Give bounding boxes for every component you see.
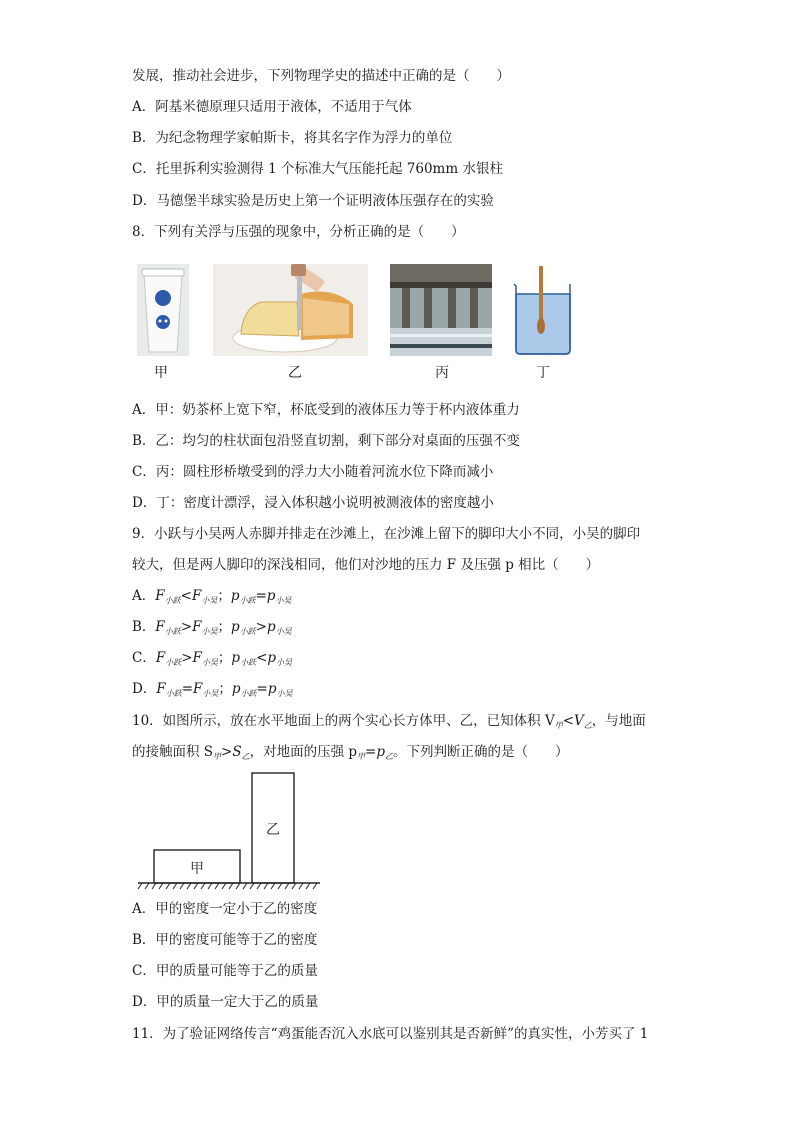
q10-stem-text: ，对地面的压强 p bbox=[249, 744, 358, 760]
caption-bing: 丙 bbox=[435, 365, 449, 381]
separator: ； bbox=[217, 619, 231, 635]
subscript: 乙 bbox=[385, 752, 394, 761]
comparison-operator: > bbox=[255, 619, 267, 635]
bridge-pier-image bbox=[390, 264, 492, 356]
comparison-operator: < bbox=[256, 650, 268, 666]
subscript: 甲 bbox=[357, 752, 366, 761]
area-comparison: >S bbox=[221, 744, 242, 760]
pressure-symbol: p bbox=[267, 650, 277, 666]
subscript: 小吴 bbox=[201, 596, 218, 605]
pressure-symbol: p bbox=[267, 681, 277, 697]
subscript: 小跃 bbox=[240, 658, 257, 667]
volume-comparison: <V bbox=[562, 713, 584, 729]
pressure-symbol: p bbox=[230, 619, 240, 635]
subscript: 小吴 bbox=[275, 627, 292, 636]
force-symbol: F bbox=[155, 650, 166, 666]
option-letter: A． bbox=[132, 588, 156, 604]
pressure-symbol: p bbox=[266, 619, 276, 635]
caption-yi: 乙 bbox=[288, 365, 302, 381]
option-letter: D． bbox=[132, 681, 157, 697]
q8-stem: 8．下列有关浮与压强的现象中，分析正确的是（ ） bbox=[132, 224, 465, 240]
force-symbol: F bbox=[191, 588, 202, 604]
q9-option-b bbox=[132, 618, 292, 641]
force-symbol: F bbox=[192, 619, 202, 635]
q8-option-c: C．丙：圆柱形桥墩受到的浮力大小随着河流水位下降而减小 bbox=[132, 464, 494, 480]
pressure-symbol: p bbox=[266, 588, 276, 604]
subscript: 小吴 bbox=[202, 689, 219, 698]
option-letter: C． bbox=[132, 650, 156, 666]
separator: ； bbox=[217, 588, 231, 604]
q10-option-c: C．甲的质量可能等于乙的质量 bbox=[132, 963, 318, 979]
force-symbol: F bbox=[193, 681, 203, 697]
comparison-operator: = bbox=[181, 681, 194, 697]
caption-jia: 甲 bbox=[154, 365, 168, 381]
subscript: 甲 bbox=[213, 752, 222, 761]
subscript: 小跃 bbox=[165, 658, 182, 667]
force-symbol: F bbox=[156, 681, 166, 697]
subscript: 乙 bbox=[241, 752, 250, 761]
q7-option-b: B．为纪念物理学家帕斯卡，将其名字作为浮力的单位 bbox=[132, 130, 453, 146]
q8-option-a: A．甲：奶茶杯上宽下窄，杯底受到的液体压力等于杯内液体重力 bbox=[132, 402, 520, 418]
blocks-diagram bbox=[134, 770, 324, 890]
q7-option-c: C．托里拆利实验测得 1 个标准大气压能托起 760mm 水银柱 bbox=[132, 161, 503, 177]
q10-option-a: A．甲的密度一定小于乙的密度 bbox=[132, 901, 318, 917]
q10-stem-text: ，与地面 bbox=[591, 713, 646, 729]
q10-stem-line2 bbox=[132, 743, 569, 766]
q11-stem: 11．为了验证网络传言“鸡蛋能否沉入水底可以鉴别其是否新鲜”的真实性，小芳买了 1 bbox=[132, 1026, 649, 1042]
subscript: 乙 bbox=[583, 721, 592, 730]
force-symbol: F bbox=[155, 619, 165, 635]
q9-option-a bbox=[132, 587, 291, 610]
subscript: 小吴 bbox=[275, 596, 292, 605]
ground-hatching bbox=[138, 883, 317, 889]
subscript: 小跃 bbox=[240, 689, 257, 698]
q10-stem-text: 的接触面积 S bbox=[132, 744, 214, 760]
force-symbol: F bbox=[192, 650, 202, 666]
subscript: 甲 bbox=[554, 721, 563, 730]
milk-tea-cup-image bbox=[137, 264, 189, 356]
separator: ； bbox=[217, 650, 232, 666]
subscript: 小吴 bbox=[276, 689, 293, 698]
q10-stem-line1 bbox=[132, 712, 646, 735]
comparison-operator: > bbox=[181, 650, 193, 666]
q8-option-b: B．乙：均匀的柱状面包沿竖直切割，剩下部分对桌面的压强不变 bbox=[132, 433, 520, 449]
pressure-comparison: =p bbox=[365, 744, 386, 760]
q7-stem-tail: 发展，推动社会进步，下列物理学史的描述中正确的是（ ） bbox=[132, 68, 510, 84]
q10-option-b: B．甲的密度可能等于乙的密度 bbox=[132, 932, 318, 948]
comparison-operator: = bbox=[255, 588, 267, 604]
block-jia-label: 甲 bbox=[190, 861, 204, 877]
subscript: 小跃 bbox=[164, 627, 181, 636]
subscript: 小吴 bbox=[276, 658, 293, 667]
bread-cutting-image bbox=[213, 264, 368, 356]
subscript: 小吴 bbox=[201, 658, 218, 667]
pressure-symbol: p bbox=[231, 650, 241, 666]
q7-option-d: D．马德堡半球实验是历史上第一个证明液体压强存在的实验 bbox=[132, 193, 494, 209]
separator: ； bbox=[218, 681, 232, 697]
hydrometer-beaker-image bbox=[510, 264, 576, 356]
subscript: 小跃 bbox=[239, 627, 256, 636]
block-yi-label: 乙 bbox=[266, 822, 280, 838]
q9-option-c bbox=[132, 649, 292, 672]
caption-ding: 丁 bbox=[536, 365, 550, 381]
option-letter: B． bbox=[132, 619, 156, 635]
pressure-symbol: p bbox=[230, 588, 240, 604]
q7-option-a: A．阿基米德原理只适用于液体，不适用于气体 bbox=[132, 99, 412, 115]
q9-stem-line2: 较大，但是两人脚印的深浅相同，他们对沙地的压力 F 及压强 p 相比（ ） bbox=[132, 557, 600, 573]
q10-stem-text: 。下列判断正确的是（ ） bbox=[393, 744, 569, 760]
subscript: 小吴 bbox=[201, 627, 218, 636]
subscript: 小跃 bbox=[165, 689, 182, 698]
pressure-symbol: p bbox=[231, 681, 241, 697]
subscript: 小跃 bbox=[164, 596, 181, 605]
q9-stem-line1: 9．小跃与小吴两人赤脚并排走在沙滩上，在沙滩上留下的脚印大小不同，小吴的脚印 bbox=[132, 526, 641, 542]
q10-option-d: D．甲的质量一定大于乙的质量 bbox=[132, 994, 319, 1010]
q10-stem-text: 10．如图所示，放在水平地面上的两个实心长方体甲、乙，已知体积 V bbox=[132, 713, 555, 729]
comparison-operator: = bbox=[256, 681, 268, 697]
force-symbol: F bbox=[155, 588, 165, 604]
q9-option-d bbox=[132, 680, 293, 703]
q8-option-d: D．丁：密度计漂浮，浸入体积越小说明被测液体的密度越小 bbox=[132, 495, 494, 511]
comparison-operator: < bbox=[180, 588, 192, 604]
subscript: 小跃 bbox=[239, 596, 256, 605]
comparison-operator: > bbox=[180, 619, 193, 635]
